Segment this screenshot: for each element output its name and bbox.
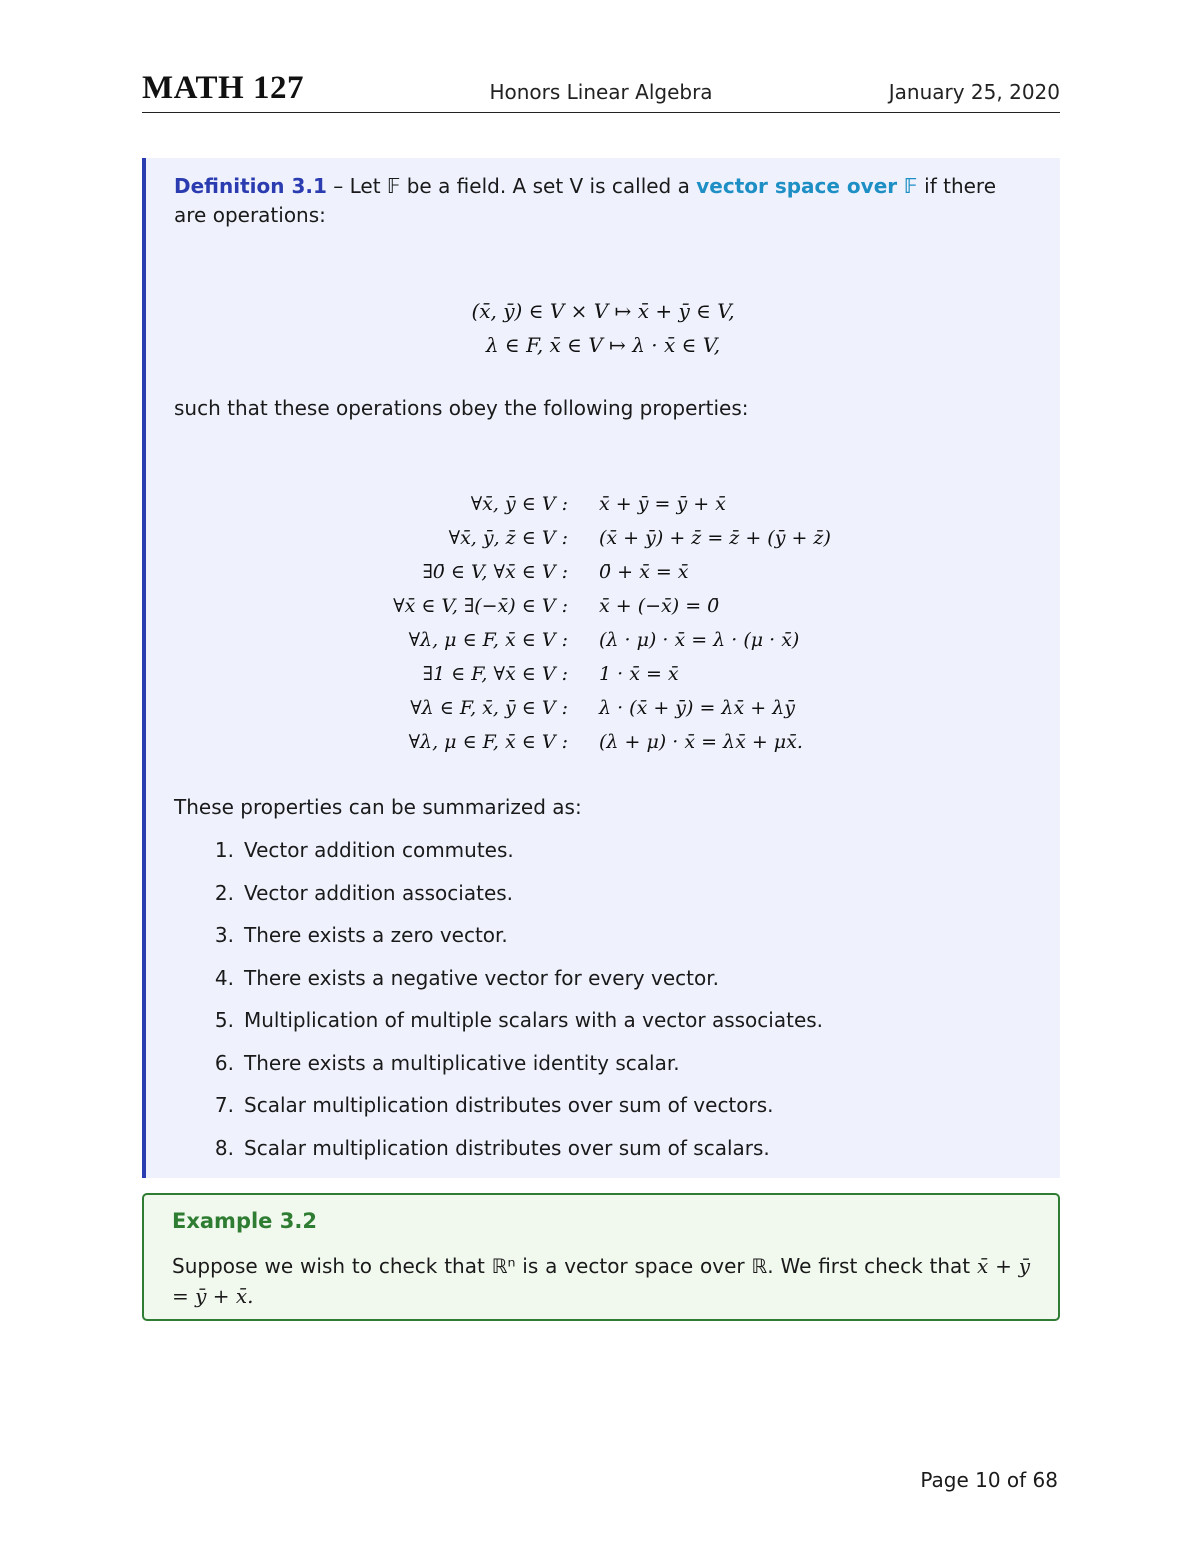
properties-block bbox=[146, 493, 1060, 765]
property-equation: (λ · μ) · x̄ = λ · (μ · x̄) bbox=[599, 629, 800, 651]
property-quantifier: ∃0̄ ∈ V, ∀x̄ ∈ V : bbox=[422, 561, 568, 583]
list-text: Scalar multiplication distributes over sum of vectors. bbox=[244, 1093, 774, 1117]
list-item bbox=[204, 923, 1032, 966]
definition-text-after: if there are operations: bbox=[174, 174, 997, 227]
example-box bbox=[142, 1193, 1060, 1321]
list-text: Multiplication of multiple scalars with a vector associates. bbox=[244, 1008, 824, 1032]
list-number: 5. bbox=[214, 1008, 234, 1032]
property-quantifier: ∀x̄ ∈ V, ∃(−x̄) ∈ V : bbox=[393, 595, 568, 617]
property-quantifier: ∀x̄, ȳ ∈ V : bbox=[470, 493, 568, 515]
property-equation: x̄ + ȳ = ȳ + x̄ bbox=[599, 493, 726, 515]
list-text: There exists a negative vector for every vector. bbox=[244, 965, 719, 990]
list-text: There exists a zero vector. bbox=[244, 923, 508, 947]
list-number: 4. bbox=[214, 965, 234, 990]
course-title: MATH 127 bbox=[142, 70, 304, 106]
summary-list bbox=[204, 838, 1032, 1178]
property-row bbox=[146, 595, 1060, 629]
list-item bbox=[204, 1093, 1032, 1136]
list-item bbox=[204, 1008, 1032, 1051]
property-equation: 1 · x̄ = x̄ bbox=[599, 663, 679, 685]
property-quantifier: ∀λ, μ ∈ F, x̄ ∈ V : bbox=[408, 629, 568, 651]
course-subject: Honors Linear Algebra bbox=[489, 80, 713, 104]
example-text: Suppose we wish to check that ℝⁿ is a vector space over ℝ. We first check that bbox=[172, 1254, 971, 1278]
summary-intro: These properties can be summarized as: bbox=[174, 795, 582, 819]
list-item bbox=[204, 966, 1032, 1009]
definition-dash: – bbox=[326, 174, 350, 198]
list-number: 7. bbox=[214, 1093, 234, 1117]
list-number: 1. bbox=[214, 838, 234, 862]
property-quantifier: ∃1 ∈ F, ∀x̄ ∈ V : bbox=[422, 663, 568, 685]
property-quantifier: ∀x̄, ȳ, z̄ ∈ V : bbox=[448, 527, 568, 549]
property-row bbox=[146, 493, 1060, 527]
example-equation: x̄ + ȳ = ȳ + x̄. bbox=[172, 1254, 1030, 1308]
list-number: 2. bbox=[214, 880, 234, 905]
list-number: 3. bbox=[214, 923, 234, 947]
property-quantifier: ∀λ, μ ∈ F, x̄ ∈ V : bbox=[408, 731, 568, 753]
example-body bbox=[172, 1251, 1030, 1311]
property-equation: (λ + μ) · x̄ = λx̄ + μx̄. bbox=[599, 731, 803, 753]
example-title: Example 3.2 bbox=[172, 1209, 317, 1233]
operations-block bbox=[146, 294, 1060, 362]
definition-box bbox=[142, 158, 1060, 1178]
list-text: Scalar multiplication distributes over sum of scalars. bbox=[244, 1135, 770, 1160]
list-item bbox=[204, 1051, 1032, 1094]
definition-text-before: Let 𝔽 be a field. A set V is called a bbox=[349, 174, 697, 198]
list-text: There exists a multiplicative identity scalar. bbox=[244, 1050, 680, 1075]
header-date: January 25, 2020 bbox=[888, 80, 1060, 104]
list-text: Vector addition associates. bbox=[244, 880, 514, 905]
list-item bbox=[204, 1136, 1032, 1179]
property-row bbox=[146, 663, 1060, 697]
list-number: 6. bbox=[214, 1050, 234, 1075]
property-equation: x̄ + (−x̄) = 0̄ bbox=[599, 595, 720, 617]
properties-intro: such that these operations obey the following properties: bbox=[174, 396, 749, 420]
property-equation: (x̄ + ȳ) + z̄ = z̄ + (ȳ + z̄) bbox=[599, 527, 831, 549]
property-row bbox=[146, 697, 1060, 731]
property-row bbox=[146, 629, 1060, 663]
definition-intro bbox=[174, 172, 1032, 230]
property-equation: 0̄ + x̄ = x̄ bbox=[599, 561, 689, 583]
list-number: 8. bbox=[214, 1135, 234, 1160]
property-row bbox=[146, 731, 1060, 765]
operation-scalar-multiplication: λ ∈ F, x̄ ∈ V ↦ λ · x̄ ∈ V, bbox=[485, 333, 721, 357]
page-number: Page 10 of 68 bbox=[920, 1468, 1058, 1492]
list-text: Vector addition commutes. bbox=[244, 838, 514, 862]
list-item bbox=[204, 838, 1032, 881]
property-quantifier: ∀λ ∈ F, x̄, ȳ ∈ V : bbox=[410, 697, 568, 719]
page-header bbox=[142, 66, 1060, 113]
definition-label: Definition 3.1 bbox=[174, 174, 327, 198]
property-row bbox=[146, 527, 1060, 561]
property-row bbox=[146, 561, 1060, 595]
list-item bbox=[204, 881, 1032, 924]
definition-term: vector space over 𝔽 bbox=[696, 174, 918, 198]
operation-addition: (x̄, ȳ) ∈ V × V ↦ x̄ + ȳ ∈ V, bbox=[471, 299, 735, 323]
property-equation: λ · (x̄ + ȳ) = λx̄ + λȳ bbox=[599, 697, 795, 719]
